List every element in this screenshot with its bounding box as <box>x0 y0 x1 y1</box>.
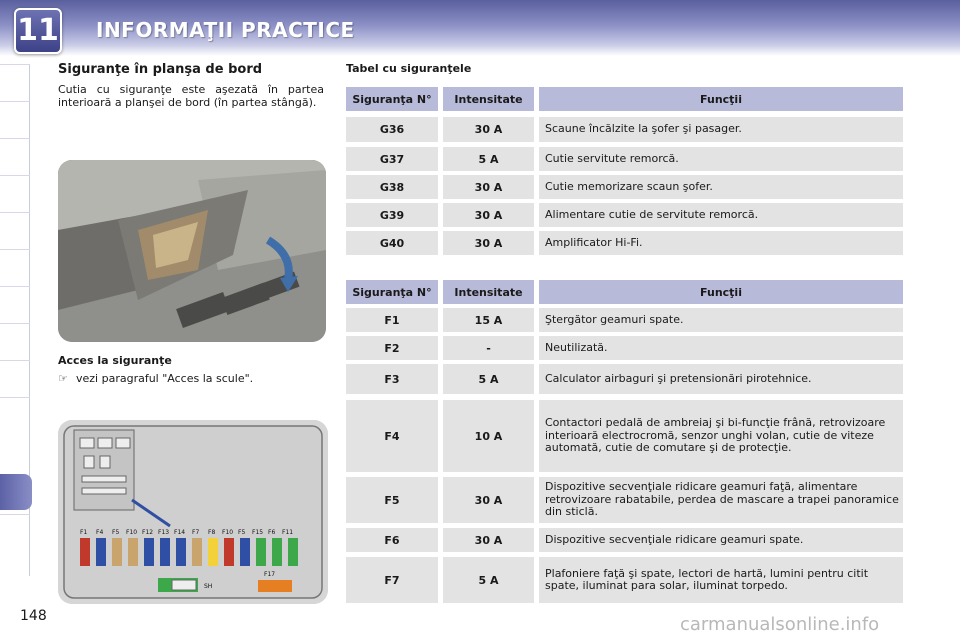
fuse-cell: G38 <box>346 175 438 199</box>
chapter-tab[interactable] <box>0 360 30 396</box>
fuse-label: F12 <box>142 529 154 536</box>
chapter-tab[interactable] <box>0 514 30 550</box>
dashboard-illustration <box>58 160 326 342</box>
fuse-label: F15 <box>252 529 264 536</box>
fuse-box-illustration <box>58 420 328 604</box>
fuse-label: F6 <box>268 529 276 536</box>
fuse-label: F13 <box>158 529 170 536</box>
function-cell: Dispozitive secvenţiale ridicare geamuri spate. <box>539 528 903 552</box>
table1-header-function: Funcţii <box>539 87 903 111</box>
fuse-label: F11 <box>282 529 294 536</box>
fuse-label: F10 <box>222 529 234 536</box>
fuse-label-f17: F17 <box>264 571 276 578</box>
fuse-label: F8 <box>208 529 216 536</box>
shunt-label: SH <box>204 583 213 590</box>
table2-header-amps: Intensitate <box>443 280 534 304</box>
amps-cell: 30 A <box>443 231 534 255</box>
function-cell: Neutilizată. <box>539 336 903 360</box>
fuse-label: F7 <box>192 529 200 536</box>
fuse-label: F14 <box>174 529 186 536</box>
chapter-badge: 11 <box>14 8 62 54</box>
chapter-tab[interactable] <box>0 212 30 248</box>
chapter-tab[interactable] <box>0 323 30 359</box>
chapter-tab[interactable] <box>0 64 30 100</box>
function-cell: Dispozitive secvenţiale ridicare geamuri faţă, alimentare retrovizoare rabatabile, perdea de mascare a trapei panoramice din sticlă. <box>539 477 903 523</box>
chapter-tab[interactable] <box>0 101 30 137</box>
access-instruction <box>58 372 253 385</box>
watermark: carmanualsonline.info <box>680 614 880 635</box>
fuse-cell: F5 <box>346 477 438 523</box>
table2-header-function: Funcţii <box>539 280 903 304</box>
chapter-tab[interactable] <box>0 175 30 211</box>
fuse-cell: G40 <box>346 231 438 255</box>
page-title: INFORMAŢII PRACTICE <box>96 18 355 42</box>
fuse-cell: G36 <box>346 117 438 142</box>
chapter-tab[interactable] <box>0 397 30 433</box>
table-caption: Tabel cu siguranţele <box>346 62 472 75</box>
amps-cell: 30 A <box>443 175 534 199</box>
fuse-label: F10 <box>126 529 138 536</box>
chapter-tabs <box>0 64 30 576</box>
chapter-tab[interactable] <box>0 138 30 174</box>
amps-cell: 30 A <box>443 203 534 227</box>
access-title: Acces la siguranţe <box>58 354 172 367</box>
function-cell: Calculator airbaguri şi pretensionări pirotehnice. <box>539 364 903 394</box>
fuse-cell: G37 <box>346 147 438 171</box>
fuse-cell: G39 <box>346 203 438 227</box>
table1-header-fuse: Siguranţa N° <box>346 87 438 111</box>
intro-paragraph: Cutia cu siguranţe este aşezată în partea interioară a planşei de bord (în partea stângă). <box>58 83 324 109</box>
pointing-hand-icon: ☞ <box>58 372 68 385</box>
fuse-label: F4 <box>96 529 104 536</box>
fuse-cell: F6 <box>346 528 438 552</box>
page-number: 148 <box>20 608 47 624</box>
table1-header-amps: Intensitate <box>443 87 534 111</box>
fuse-cell: F1 <box>346 308 438 332</box>
fuse-label: F5 <box>112 529 120 536</box>
section-title: Siguranţe în planşa de bord <box>58 62 263 77</box>
function-cell: Plafoniere faţă şi spate, lectori de hartă, lumini pentru citit spate, iluminat para solar, iluminat torpedo. <box>539 557 903 603</box>
function-cell: Alimentare cutie de servitute remorcă. <box>539 203 903 227</box>
fuse-cell: F4 <box>346 400 438 472</box>
dashboard-photo <box>58 160 326 342</box>
amps-cell: 5 A <box>443 557 534 603</box>
function-cell: Ştergător geamuri spate. <box>539 308 903 332</box>
amps-cell: 30 A <box>443 528 534 552</box>
function-cell: Amplificator Hi-Fi. <box>539 231 903 255</box>
amps-cell: 5 A <box>443 147 534 171</box>
table2-header-fuse: Siguranţa N° <box>346 280 438 304</box>
access-text: vezi paragraful "Acces la scule". <box>76 372 254 385</box>
function-cell: Cutie servitute remorcă. <box>539 147 903 171</box>
fuse-cell: F3 <box>346 364 438 394</box>
chapter-tab[interactable] <box>0 286 30 322</box>
function-cell: Contactori pedală de ambreiaj şi bi-funcţie frână, retrovizoare interioară electrocromă, senzor unghi volan, cutie de viteze automată, cutie de comutare şi de protecţie. <box>539 400 903 472</box>
function-cell: Scaune încălzite la şofer şi pasager. <box>539 117 903 142</box>
amps-cell: 30 A <box>443 477 534 523</box>
fuse-label: F1 <box>80 529 88 536</box>
fuse-cell: F7 <box>346 557 438 603</box>
function-cell: Cutie memorizare scaun şofer. <box>539 175 903 199</box>
amps-cell: - <box>443 336 534 360</box>
fuse-box-diagram <box>58 420 328 604</box>
amps-cell: 15 A <box>443 308 534 332</box>
fuse-cell: F2 <box>346 336 438 360</box>
fuse-label: F5 <box>238 529 246 536</box>
chapter-tab-active[interactable] <box>0 474 32 510</box>
amps-cell: 10 A <box>443 400 534 472</box>
amps-cell: 30 A <box>443 117 534 142</box>
chapter-tab[interactable] <box>0 249 30 285</box>
amps-cell: 5 A <box>443 364 534 394</box>
